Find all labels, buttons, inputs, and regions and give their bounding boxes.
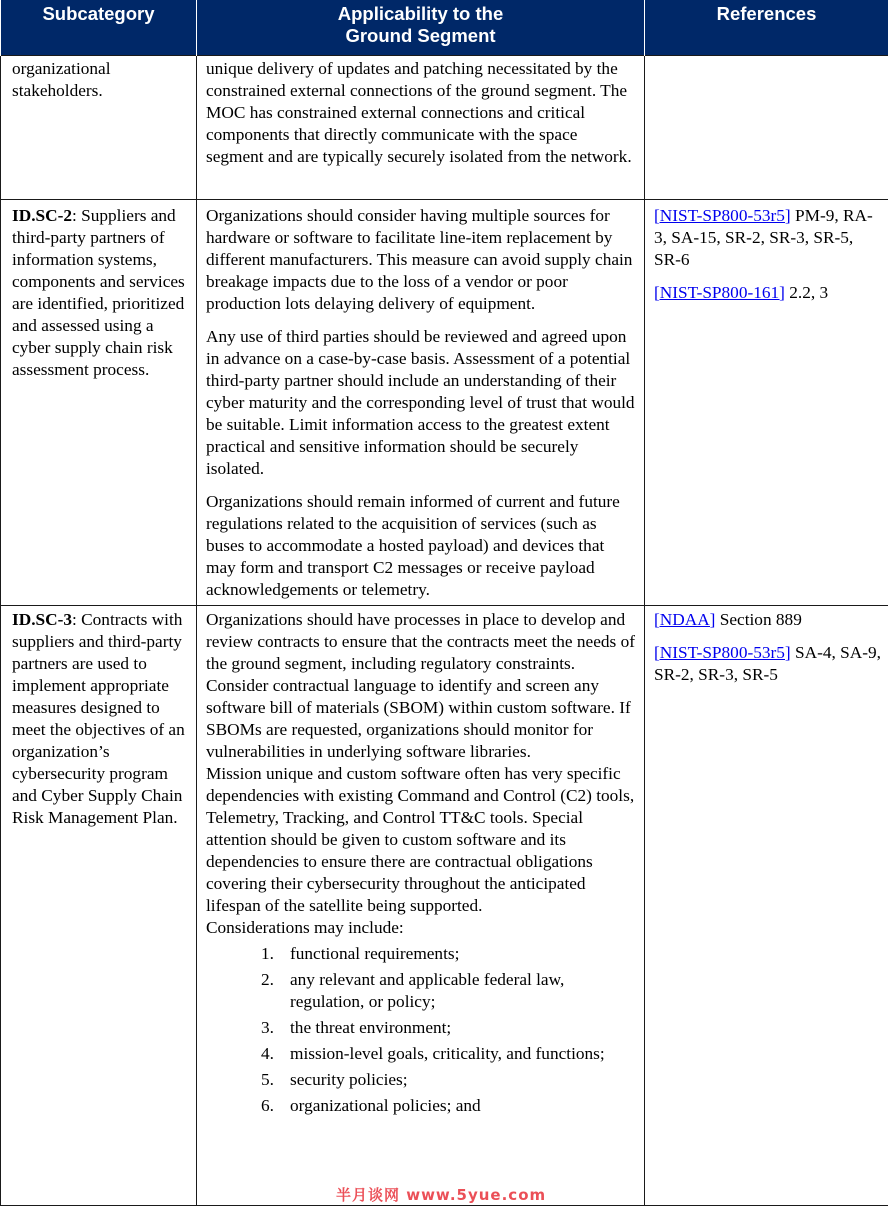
table-row xyxy=(1,605,888,1205)
subcategory-id: ID.SC-3 xyxy=(12,609,73,629)
reference-link[interactable]: [NIST-SP800-53r5] xyxy=(654,205,791,225)
references-cell xyxy=(645,199,888,605)
table-header-row xyxy=(1,0,888,55)
reference-item xyxy=(654,609,882,631)
list-number: 3. xyxy=(261,1017,274,1037)
subcategory-text: : Suppliers and third-party partners of information systems, components and services are identified, prioritized and assessed using a cyber supply chain risk assessment process. xyxy=(12,205,185,379)
list-text: security policies; xyxy=(290,1069,408,1089)
applicability-paragraph: Organizations should have processes in place to develop and review contracts to ensure that the contracts meet the needs of the ground segment, including regulatory constraints. xyxy=(206,609,635,673)
references-cell xyxy=(645,55,888,199)
list-item xyxy=(206,1017,638,1039)
reference-link[interactable]: [NDAA] xyxy=(654,609,716,629)
header-subcategory: Subcategory xyxy=(1,0,197,55)
subcategory-cell xyxy=(1,55,197,199)
list-number: 2. xyxy=(261,969,274,989)
subcategory-cell xyxy=(1,605,197,1205)
reference-link[interactable]: [NIST-SP800-53r5] xyxy=(654,642,791,662)
applicability-paragraph: Organizations should remain informed of current and future regulations related to the acquisition of services (such as buses to accommodate a hosted payload) and devices that may form and transport C2 messages or receive payload acknowledgements or telemetry. xyxy=(206,491,620,599)
list-item xyxy=(206,1069,638,1091)
applicability-paragraph: Consider contractual language to identify and screen any software bill of materials (SBOM) within custom software. If SBOMs are requested, organizations should monitor for vulnerabilities in underlying software libraries. xyxy=(206,675,631,761)
references-cell xyxy=(645,605,888,1205)
watermark: 半月谈网 www.5yue.com xyxy=(336,1186,547,1204)
header-applicability-line1: Applicability to the xyxy=(337,3,504,24)
applicability-text: unique delivery of updates and patching necessitated by the constrained external connections of the ground segment. The MOC has constrained external connections and critical components that directly communicate with the space segment and are typically securely isolated from the network. xyxy=(206,58,632,166)
reference-controls: PM-9, RA-3, SA-15, SR-2, SR-3, SR-5, SR-6 xyxy=(654,205,873,269)
subcategory-text: : Contracts with suppliers and third-party partners are used to implement appropriate measures designed to meet the objectives of an organization’s cybersecurity program and Cyber Supply Chain Risk Management Plan. xyxy=(12,609,185,827)
list-item xyxy=(206,969,638,1013)
applicability-paragraph: Mission unique and custom software often has very specific dependencies with existing Command and Control (C2) tools, Telemetry, Tracking, and Control TT&C tools. Special attention should be given to custom software and its dependencies to ensure there are contractual obligations covering their cybersecurity throughout the anticipated lifespan of the satellite being supported. xyxy=(206,763,635,915)
reference-link[interactable]: [NIST-SP800-161] xyxy=(654,282,785,302)
reference-controls: SA-4, SA-9, SR-2, SR-3, SR-5 xyxy=(654,642,881,684)
subcategory-cell xyxy=(1,199,197,605)
list-number: 5. xyxy=(261,1069,274,1089)
applicability-paragraph: Any use of third parties should be reviewed and agreed upon in advance on a case-by-case basis. Assessment of a potential third-party partner should include an understanding of their cyber maturity and the corresponding level of trust that would be suitable. Limit information access to the greatest extent practical and sensitive information should be securely isolated. xyxy=(206,326,635,478)
list-number: 1. xyxy=(261,943,274,963)
header-applicability xyxy=(197,0,645,55)
subcategory-id: ID.SC-2 xyxy=(12,205,73,225)
list-text: the threat environment; xyxy=(290,1017,452,1037)
reference-item xyxy=(654,205,882,271)
list-text: functional requirements; xyxy=(290,943,460,963)
applicability-cell xyxy=(197,55,645,199)
applicability-cell xyxy=(197,605,645,1205)
reference-item xyxy=(654,642,882,686)
list-item xyxy=(206,943,638,965)
header-applicability-line2: Ground Segment xyxy=(345,25,496,46)
list-text: any relevant and applicable federal law, regulation, or policy; xyxy=(290,969,565,1011)
reference-controls: Section 889 xyxy=(715,609,802,629)
table-row xyxy=(1,55,888,199)
header-references: References xyxy=(645,0,888,55)
applicability-cell xyxy=(197,199,645,605)
list-item xyxy=(206,1095,638,1117)
list-text: mission-level goals, criticality, and functions; xyxy=(290,1043,605,1063)
reference-item xyxy=(654,282,882,304)
list-text: organizational policies; and xyxy=(290,1095,481,1115)
applicability-paragraph: Organizations should consider having multiple sources for hardware or software to facilitate line-item replacement by different manufacturers. This measure can avoid supply chain breakage impacts due to the loss of a vendor or poor production lots delaying delivery of equipment. xyxy=(206,205,633,313)
table-row xyxy=(1,199,888,605)
list-item xyxy=(206,1043,638,1065)
applicability-paragraph: Considerations may include: xyxy=(206,917,404,937)
subcategory-text: organizational stakeholders. xyxy=(12,58,111,100)
list-number: 4. xyxy=(261,1043,274,1063)
considerations-list xyxy=(206,943,638,1117)
reference-controls: 2.2, 3 xyxy=(784,282,829,302)
list-number: 6. xyxy=(261,1095,274,1115)
